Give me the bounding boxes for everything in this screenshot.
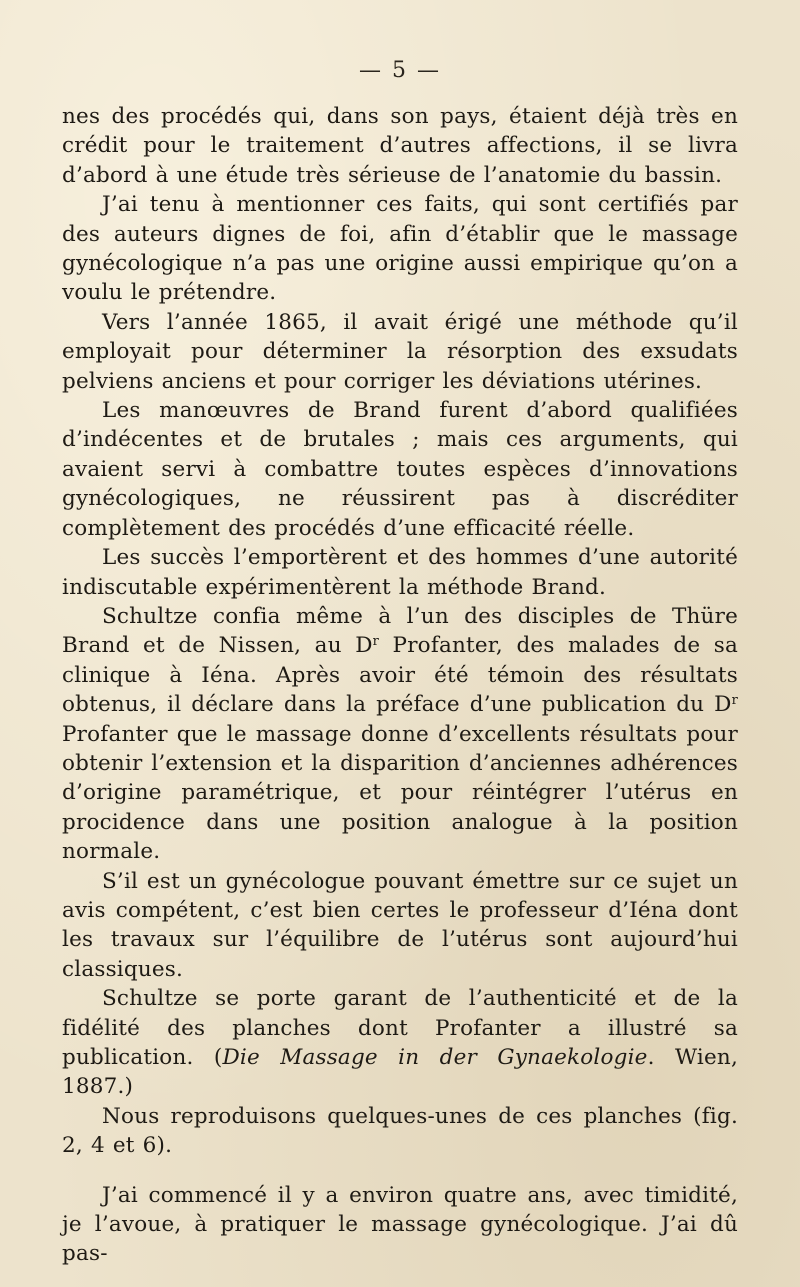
superscript: r xyxy=(731,693,738,709)
paragraph: Vers l’année 1865, il avait érigé une méthode qu’il employait pour déterminer la résorption des exsudats pelviens anciens et pour corriger les déviations utérines. xyxy=(62,309,738,394)
paragraph: Les manœuvres de Brand furent d’abord qualifiées d’indécentes et de brutales ; mais ces arguments, qui avaient servi à combattre toutes espèces d’innovations gynécologiques, ne réussirent pas à discréditer complètement des procédés d’une efficacité réelle. xyxy=(62,398,738,541)
superscript: r xyxy=(372,634,380,650)
paragraph-continuation: nes des procédés qui, dans son pays, étaient déjà très en crédit pour le traitement d’autres affections, il se livra d’abord à une étude très sérieuse de l’anatomie du bassin. xyxy=(62,104,738,188)
paragraph: J’ai commencé il y a environ quatre ans, avec timidité, je l’avoue, à pratiquer le massage gynécologique. J’ai dû pas- xyxy=(62,1182,738,1267)
text-run: Profanter, des malades de sa clinique à Iéna. Après avoir été témoin des résultats obtenus, il déclare dans la préface d’une publication du D xyxy=(62,633,738,718)
text-run: Schultze se porte garant de l’authenticité et de la fidélité des planches dont Profanter a illustré sa publication. ( xyxy=(62,986,738,1070)
page-number: — 5 — xyxy=(359,58,441,83)
book-title: Die Massage in der Gynaekologie xyxy=(222,1045,648,1070)
text-run: Profanter que le massage donne d’excellents résultats pour obtenir l’extension et la disparition d’anciennes adhérences d’origine paramétrique, et pour réintégrer l’utérus en procidence dans une position analogue à la position normale. xyxy=(62,721,738,865)
paragraph: Les succès l’emportèrent et des hommes d’une autorité indiscutable expérimentèrent la méthode Brand. xyxy=(62,545,738,600)
paragraph: Nous reproduisons quelques-unes de ces planches (fig. 2, 4 et 6). xyxy=(62,1103,738,1159)
text-run: . Wien, 1887.) xyxy=(62,1045,738,1100)
paragraph xyxy=(62,602,738,867)
paragraph xyxy=(62,984,738,1102)
paragraph: S’il est un gynécologue pouvant émettre sur ce sujet un avis compétent, c’est bien certes le professeur d’Iéna dont les travaux sur l’équilibre de l’utérus sont aujourd’hui classiques. xyxy=(62,868,738,982)
body-text xyxy=(62,102,738,1269)
paragraph: J’ai tenu à mentionner ces faits, qui sont certifiés par des auteurs dignes de foi, afin d’établir que le massage gynécologique n’a pas une origine aussi empirique qu’on a voulu le prétendre. xyxy=(62,192,738,306)
text-run: Schultze confia même à l’un des disciples de Thüre Brand et de Nissen, au D xyxy=(62,603,738,659)
